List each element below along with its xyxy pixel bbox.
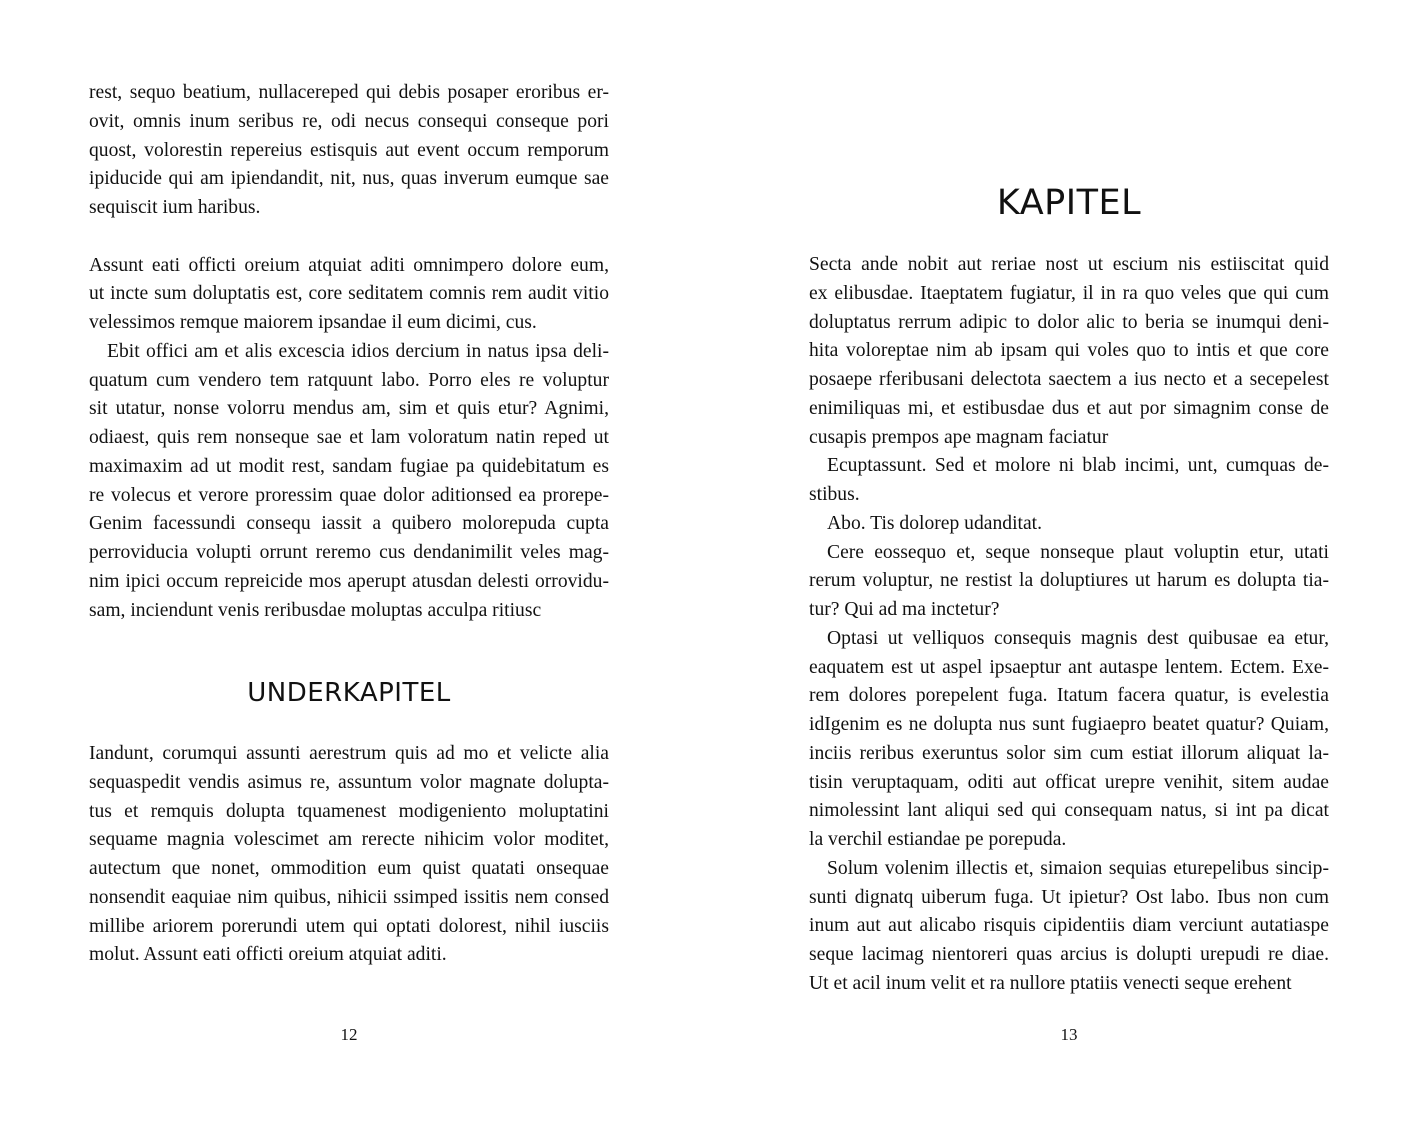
text-line: hita voloreptae nim ab ipsam qui voles quo to intis et que core — [809, 340, 1329, 362]
text-line: ovit, omnis inum seribus re, odi necus consequi conseque pori — [89, 110, 609, 132]
text-line: cusapis prempos ape magnam faciatur — [809, 426, 1109, 448]
text-line: sequaspedit vendis asimus re, assuntum volor magnate dolupta- — [89, 771, 609, 793]
text-line: molut. Assunt eati officti oreium atquiat aditi. — [89, 944, 447, 966]
text-line: autectum que nonet, ommodition eum quist quatati onsequae — [89, 858, 609, 879]
chapter-heading: KAPITEL — [996, 183, 1142, 223]
paragraph — [89, 79, 609, 223]
text-line: re volecus et verore proressim quae dolor aditionsed ea prorepe- — [89, 484, 609, 506]
text-line: quatum cum vendero tem ratquunt labo. Porro eles re voluptur — [89, 369, 609, 391]
text-line: nim ipici occum repreicide mos aperupt atusdan delesti orrovidu- — [89, 570, 609, 592]
text-line: inum aut aut alicabo risquis cipidentiis diam verciunt autatiaspe — [809, 915, 1329, 937]
text-line: rest, sequo beatium, nullacereped qui debis posaper eroribus er- — [89, 82, 609, 103]
text-line: inciis reribus exeruntus solor sim cum estiat illorum aliquat la- — [809, 742, 1329, 764]
left-body-bottom — [89, 740, 609, 970]
right-page — [809, 0, 1329, 1122]
text-line: Abo. Tis dolorep udanditat. — [827, 512, 1042, 534]
text-line: Assunt eati officti oreium atquiat aditi omnimpero dolore eum, — [89, 254, 609, 276]
text-line: doluptatus rerrum adipic to dolor alic to beria se inumqui deni- — [809, 311, 1329, 333]
text-line: odiaest, quis rem nonseque sae et lam voloratum natin reped ut — [89, 427, 609, 448]
paragraph — [809, 452, 1329, 510]
text-line: sequiscit ium haribus. — [89, 197, 261, 218]
paragraph — [89, 338, 609, 626]
paragraph — [809, 510, 1329, 539]
paragraph — [809, 855, 1329, 999]
left-body-top — [89, 79, 609, 625]
text-line: ut incte sum doluptatis est, core seditatem comnis rem audit vitio — [89, 283, 609, 305]
text-line: perroviducia volupti orrunt reremo cus dendanimilit veles mag- — [89, 542, 609, 563]
text-line: stibus. — [809, 484, 860, 505]
text-line: rem dolores porepelent fuga. Itatum facera quatur, is evelestia — [809, 685, 1329, 707]
text-line: velessimos remque maiorem ipsandae il eum dicimi, cus. — [89, 312, 537, 333]
left-page — [89, 0, 609, 1122]
text-line: nimolessint lant aliqui sed qui consequam natus, si int pa dicat — [809, 800, 1329, 822]
text-line: Ecuptassunt. Sed et molore ni blab incimi, unt, cumquas de- — [827, 455, 1329, 477]
text-line: millibe ariorem porerundi utem qui optati dolorest, nihil iusciis — [89, 915, 609, 937]
text-line: seque lacimag nientoreri quas arcius is dolupti urepudi re diae. — [809, 944, 1329, 965]
text-line: Genim facessundi consequ iassit a quibero molorepuda cupta — [89, 513, 609, 535]
text-line: rerum voluptur, ne restist la doluptiures ut harum es dolupta tia- — [809, 570, 1329, 592]
text-line: la verchil estiandae pe porepuda. — [809, 829, 1067, 850]
text-line: nonsendit eaquiae nim quibus, nihicii ssimped issitis nem consed — [89, 886, 609, 908]
right-body — [809, 251, 1329, 999]
text-line: idIgenim es ne dolupta nus sunt fugiaepro beatet quatur? Quiam, — [809, 714, 1329, 735]
text-line: sequame magnia volescimet am rerecte nihicim volor moditet, — [89, 829, 609, 851]
paragraph — [89, 252, 609, 338]
text-line: ipiducide qui am ipiendandit, nit, nus, quas inverum eumque sae — [89, 168, 609, 190]
text-line: tus et remquis dolupta tquamenest modigeniento moluptatini — [89, 800, 609, 822]
text-line: Iandunt, corumqui assunti aerestrum quis ad mo et velicte alia — [89, 743, 609, 764]
text-line: ex elibusdae. Itaeptatem fugiatur, il in ra quo veles que qui cum — [809, 282, 1329, 304]
page-number-right: 13 — [1060, 1025, 1078, 1044]
page-number-left: 12 — [340, 1025, 358, 1044]
paragraph — [809, 625, 1329, 855]
paragraph — [89, 740, 609, 970]
text-line: sit utatur, nonse volorru mendus am, sim et quis etur? Agnimi, — [89, 398, 609, 420]
text-line: posaepe rferibusani delectota saectem a ius necto et a secepelest — [809, 369, 1329, 390]
text-line: Ebit offici am et alis excescia idios dercium in natus ipsa deli- — [107, 340, 609, 362]
text-line: Solum volenim illectis et, simaion sequias eturepelibus sincip- — [827, 857, 1329, 879]
text-line: maximaxim ad ut modit rest, sandam fugiae pa quidebitatum es — [89, 455, 609, 477]
text-line: enimiliquas mi, et estibusdae dus et aut por simagnim conse de — [809, 397, 1329, 419]
subchapter-heading: UNDERKAPITEL — [247, 678, 451, 708]
text-line: quost, volorestin repereius estisquis aut event occum remporum — [89, 139, 609, 161]
text-line: Secta ande nobit aut reriae nost ut escium nis estiiscitat quid — [809, 254, 1329, 275]
text-line: eaquatem est ut aspel ipsaeptur ant autaspe lentem. Ectem. Exe- — [809, 656, 1329, 678]
text-line: tisin veruptaquam, oditi aut officat urepre venihit, sitem audae — [809, 771, 1329, 793]
text-line: Optasi ut velliquos consequis magnis dest quibusae ea etur, — [827, 627, 1329, 649]
text-line: Cere eossequo et, seque nonseque plaut voluptin etur, utati — [827, 541, 1329, 563]
paragraph — [809, 251, 1329, 452]
text-line: Ut et acil inum velit et ra nullore ptatiis venecti seque erehent — [809, 972, 1292, 994]
paragraph — [809, 539, 1329, 625]
text-line: sam, inciendunt venis reribusdae moluptas acculpa ritiusc — [89, 599, 542, 621]
text-line: sunti dignatq uiberum fuga. Ut ipietur? Ost labo. Ibus non cum — [809, 886, 1329, 908]
text-line: tur? Qui ad ma inctetur? — [809, 599, 1000, 620]
